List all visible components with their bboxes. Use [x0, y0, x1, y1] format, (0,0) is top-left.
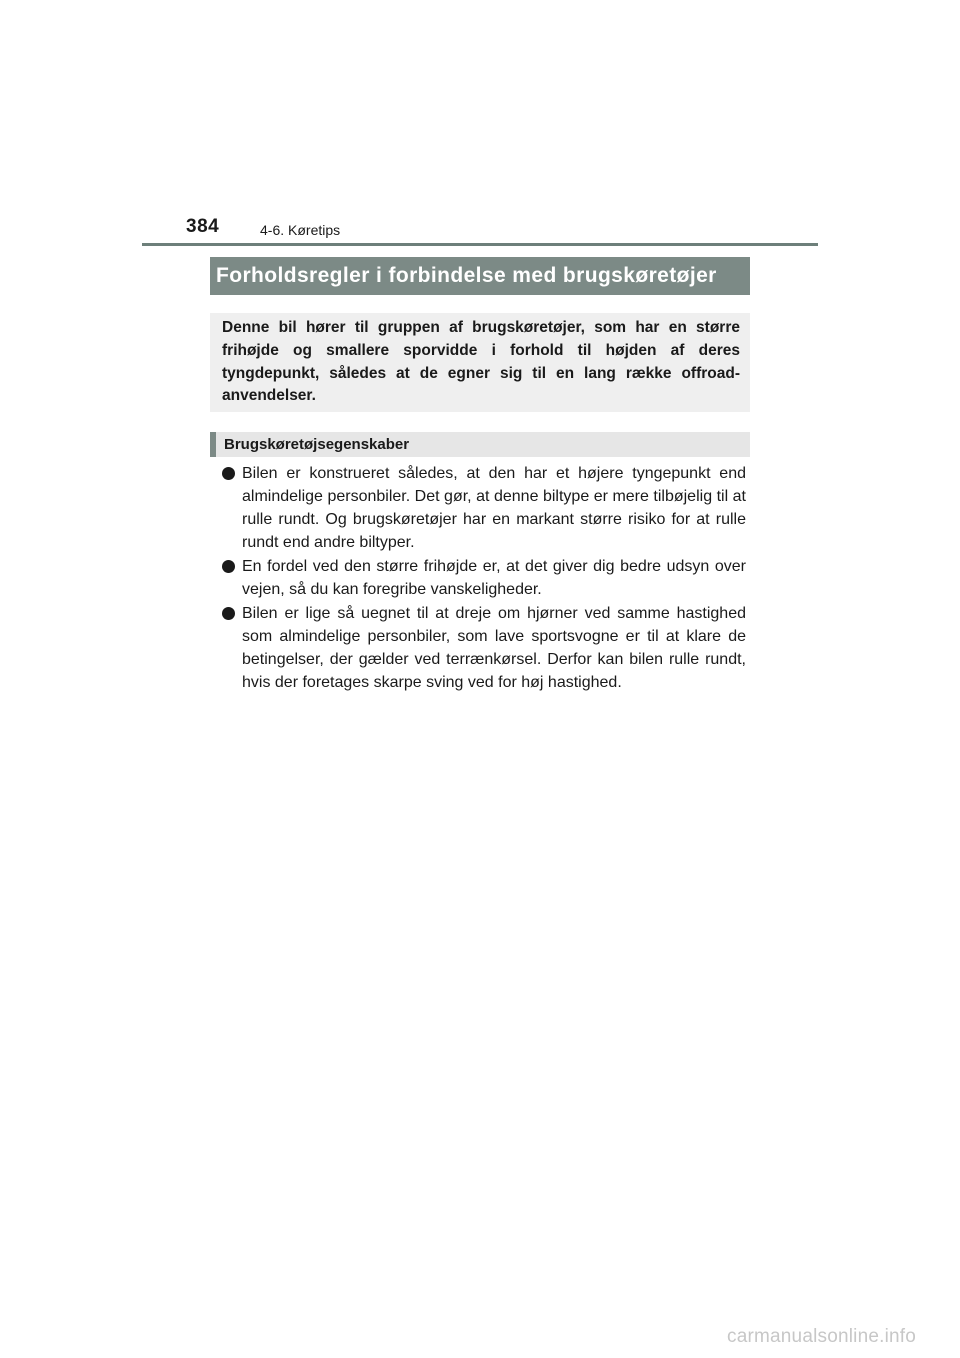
list-item — [222, 602, 746, 694]
subheading-bar — [210, 432, 750, 457]
header-divider — [142, 243, 818, 246]
watermark: carmanualsonline.info — [727, 1326, 917, 1347]
bullet-icon — [222, 560, 235, 573]
intro-text: Denne bil hører til gruppen af brugskøretøjer, som har en større frihøjde og smallere sporvidde i forhold til højden af deres tyngdepunkt, således at de egner sig til en lang række offroad-anvendelser. — [222, 319, 740, 405]
page-title: Forholdsregler i forbindelse med brugskøretøjer — [216, 264, 717, 287]
intro-box — [210, 313, 750, 412]
page-number: 384 — [186, 216, 220, 237]
bullet-text: En fordel ved den større frihøjde er, at det giver dig bedre udsyn over vejen, så du kan foregribe vanskeligheder. — [242, 558, 746, 598]
title-bar — [210, 257, 750, 295]
list-item — [222, 462, 746, 554]
bullet-icon — [222, 467, 235, 480]
bullet-text: Bilen er lige så uegnet til at dreje om hjørner ved samme hastighed som almindelige personbiler, som lave sportsvogne er til at klare de betingelser, der gælder ved terrænkørsel. Derfor kan bilen rulle rundt, hvis der foretages skarpe sving ved for høj hastighed. — [242, 605, 746, 691]
bullet-list — [222, 462, 746, 695]
bullet-text: Bilen er konstrueret således, at den har et højere tyngepunkt end almindelige personbiler. Det gør, at denne biltype er mere tilbøjelig til at rulle rundt. Og brugskøretøjer har en markant større risiko for at rulle rundt end andre biltyper. — [242, 465, 746, 551]
bullet-icon — [222, 607, 235, 620]
subheading: Brugskøretøjsegenskaber — [224, 436, 410, 453]
section-label: 4-6. Køretips — [260, 222, 341, 238]
list-item — [222, 555, 746, 601]
